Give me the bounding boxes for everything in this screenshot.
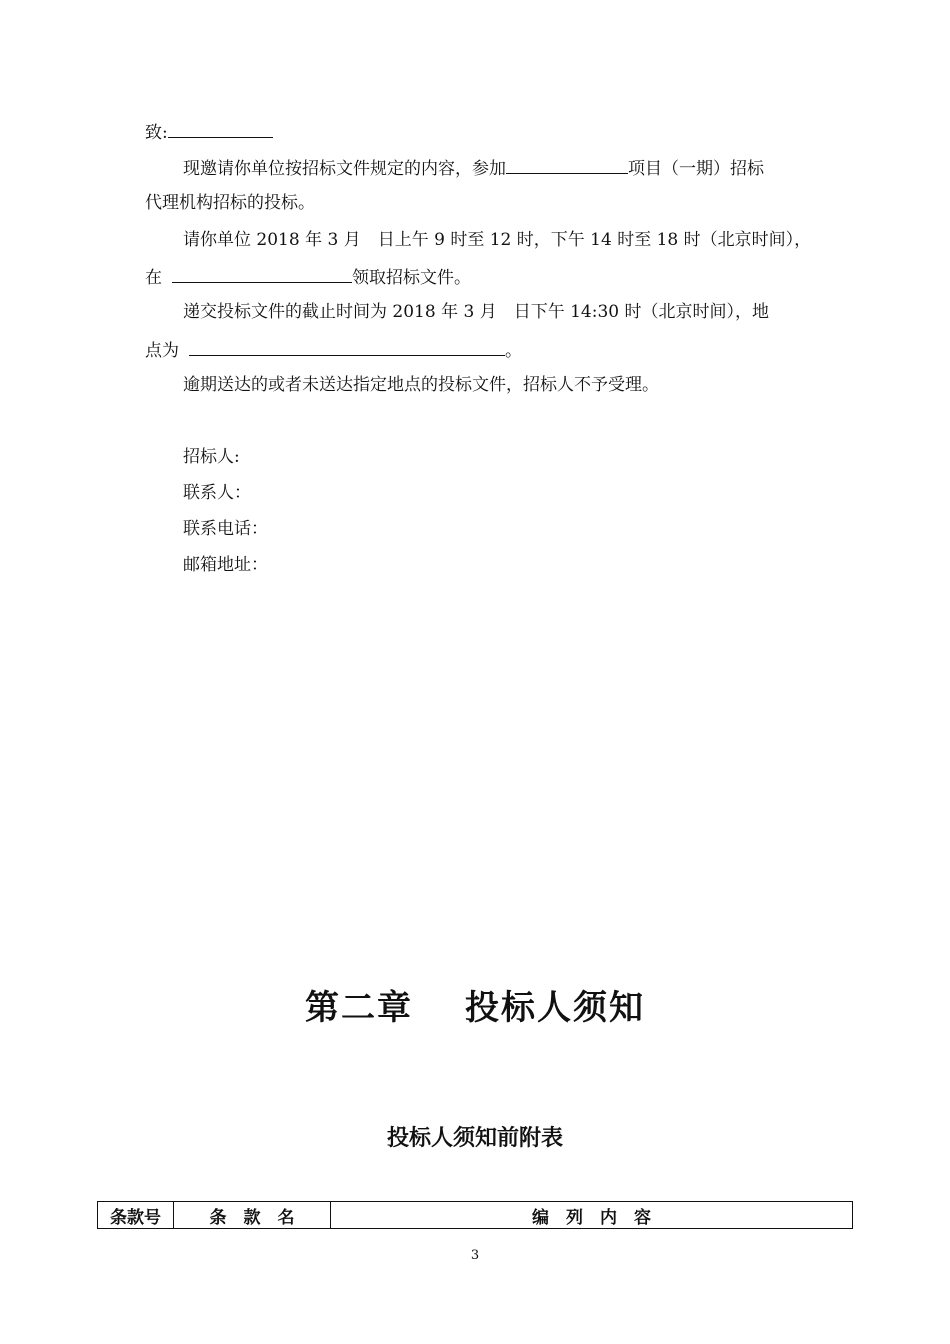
paragraph-2-line-1 — [183, 228, 811, 252]
signature-email: 邮箱地址： — [183, 555, 268, 575]
paragraph-3-line-1 — [183, 300, 769, 324]
addressee-blank — [168, 119, 273, 138]
paragraph-2-text-c: 领取招标文件。 — [352, 268, 471, 288]
paragraph-1-text-c: 代理机构招标的投标。 — [145, 193, 315, 213]
paragraph-1-text-a: 现邀请你单位按招标文件规定的内容，参加 — [183, 159, 506, 179]
submission-place-blank — [189, 337, 505, 356]
paragraph-4-text: 逾期送达的或者未送达指定地点的投标文件，招标人不予受理。 — [183, 375, 659, 395]
signature-tenderer: 招标人: — [183, 447, 240, 467]
location-blank — [172, 264, 352, 283]
signature-contact: 联系人： — [183, 483, 251, 503]
paragraph-4 — [183, 373, 659, 397]
paragraph-1-line-1 — [183, 155, 764, 181]
addressee-prefix: 致: — [145, 123, 168, 143]
section-subtitle: 投标人须知前附表 — [386, 1126, 563, 1151]
paragraph-2-line-2 — [145, 264, 471, 290]
paragraph-2-text-a: 请你单位 2018 年 3 月 日上午 9 时至 12 时，下午 14 时至 18 时（北京时间）， — [183, 230, 812, 250]
paragraph-3-line-2 — [145, 337, 522, 363]
chapter-number: 第二章 — [305, 988, 413, 1028]
project-name-blank — [506, 155, 628, 174]
paragraph-3-text-a: 递交投标文件的截止时间为 2018 年 3 月 日下午 14:30 时（北京时间），地 — [183, 302, 769, 322]
paragraph-2-text-b: 在 — [145, 268, 162, 288]
paragraph-1-line-2 — [145, 191, 315, 215]
signature-phone: 联系电话： — [183, 519, 268, 539]
header-content: 编 列 内 容 — [331, 1202, 853, 1229]
addressee-line — [145, 119, 273, 145]
paragraph-1-text-b: 项目（一期）招标 — [628, 159, 764, 179]
paragraph-3-text-c: 。 — [505, 341, 522, 361]
header-clause-number: 条款号 — [98, 1202, 174, 1229]
table-header-row — [98, 1202, 853, 1229]
page-number: 3 — [470, 1248, 480, 1263]
paragraph-3-text-b: 点为 — [145, 341, 179, 361]
chapter-title: 投标人须知 — [465, 988, 645, 1028]
bidder-instructions-table — [97, 1201, 853, 1229]
header-clause-name: 条 款 名 — [174, 1202, 331, 1229]
chapter-heading — [0, 980, 950, 1029]
